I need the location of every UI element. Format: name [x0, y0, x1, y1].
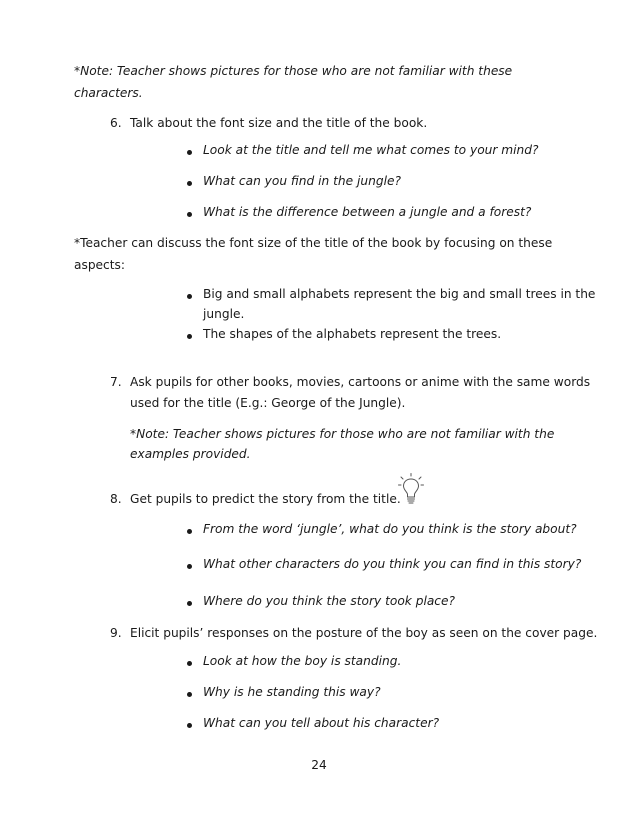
bullet-dot [187, 601, 192, 606]
note-line: examples provided. [130, 447, 251, 461]
bullet-dot [187, 334, 192, 339]
bullet-dot [187, 181, 192, 186]
bullet-question: Look at how the boy is standing. [203, 654, 402, 668]
bullet-dot [187, 212, 192, 217]
bullet-question: From the word ‘jungle’, what do you think is the story about? [203, 522, 577, 536]
teacher-note-line: aspects: [74, 258, 125, 272]
item-number: 8. [110, 492, 122, 506]
item-number: 9. [110, 626, 122, 640]
item-number: 6. [110, 116, 122, 130]
bullet-question: What can you tell about his character? [203, 716, 440, 730]
item-text: Talk about the font size and the title of the book. [130, 116, 428, 130]
bullet-dot [187, 150, 192, 155]
bullet-question: Look at the title and tell me what comes to your mind? [203, 143, 539, 157]
item-text: Ask pupils for other books, movies, cartoons or anime with the same words [130, 375, 591, 389]
lightbulb-icon [398, 473, 424, 507]
bullet-question: What is the difference between a jungle and a forest? [203, 205, 532, 219]
bullet-dot [187, 723, 192, 728]
bullet-question: Where do you think the story took place? [203, 594, 455, 608]
bullet-dot [187, 564, 192, 569]
teacher-note-line: *Teacher can discuss the font size of the title of the book by focusing on these [74, 236, 553, 250]
bullet-dot [187, 661, 192, 666]
aspect-line: Big and small alphabets represent the big and small trees in the [203, 287, 596, 301]
note-line: *Note: Teacher shows pictures for those who are not familiar with these [74, 64, 513, 78]
aspect-line: jungle. [203, 307, 245, 321]
bullet-question: What other characters do you think you can find in this story? [203, 557, 582, 571]
bullet-dot [187, 294, 192, 299]
note-line: characters. [74, 86, 143, 100]
note-line: *Note: Teacher shows pictures for those who are not familiar with the [130, 427, 555, 441]
item-text: Elicit pupils’ responses on the posture of the boy as seen on the cover page. [130, 626, 598, 640]
page-number: 24 [311, 758, 327, 772]
bullet-question: What can you find in the jungle? [203, 174, 401, 188]
bullet-dot [187, 529, 192, 534]
bullet-dot [187, 692, 192, 697]
bullet-question: Why is he standing this way? [203, 685, 381, 699]
item-text: used for the title (E.g.: George of the Jungle). [130, 396, 406, 410]
aspect-line: The shapes of the alphabets represent the trees. [203, 327, 502, 341]
item-text: Get pupils to predict the story from the title. [130, 492, 401, 506]
item-number: 7. [110, 375, 122, 389]
